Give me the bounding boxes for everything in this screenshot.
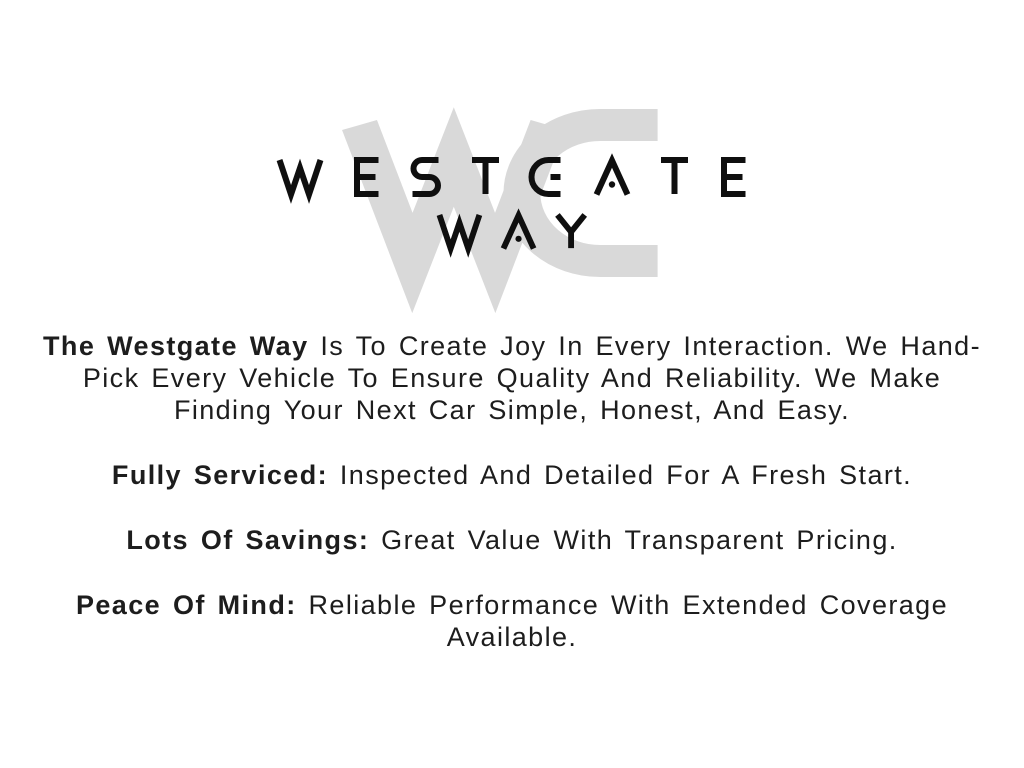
savings-lead: Lots Of Savings: — [126, 525, 370, 555]
intro-text: Is To Create Joy In Every Interaction. We Hand-Pick Every Vehicle To Ensure Quality And Reliability. We Make Finding Your Next Car Simple, Honest, And Easy. — [82, 331, 981, 425]
peace-of-mind-text: Reliable Performance With Extended Coverage Available. — [296, 590, 949, 652]
savings-line — [37, 524, 987, 556]
westgate-way-logo — [0, 108, 1024, 278]
logo-wordmark-westgate — [0, 157, 1024, 197]
peace-of-mind-line — [37, 589, 987, 653]
logo-wordmark-way — [0, 212, 1024, 251]
peace-of-mind-lead: Peace Of Mind: — [75, 590, 297, 620]
fully-serviced-line — [37, 459, 987, 491]
savings-text: Great Value With Transparent Pricing. — [369, 525, 898, 555]
fully-serviced-lead: Fully Serviced: — [111, 460, 328, 490]
fully-serviced-text: Inspected And Detailed For A Fresh Start. — [328, 460, 913, 490]
intro-paragraph — [37, 330, 987, 426]
marketing-copy — [37, 330, 987, 653]
logo-wordmark — [0, 157, 1024, 251]
intro-lead: The Westgate Way — [43, 331, 309, 361]
